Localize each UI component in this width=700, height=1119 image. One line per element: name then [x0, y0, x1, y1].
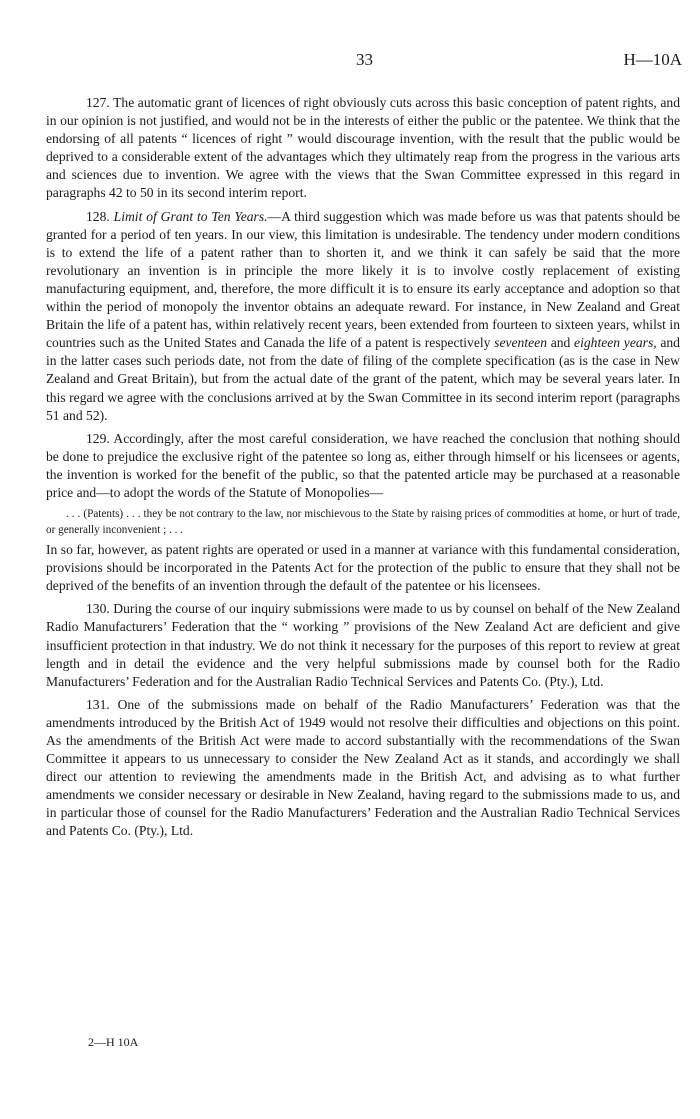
paragraph-128-em-b: eighteen years,	[574, 335, 657, 351]
signature-mark: 2—H 10A	[88, 1035, 139, 1049]
paragraph-128	[46, 208, 680, 425]
paragraph-127: 127. The automatic grant of licences of right obviously cuts across this basic conception of patent rights, and in our opinion is not justified, and would not be in the interests of either the public or the patentee. We think that the endorsing of all patents “ licences of right ” would discourage invention, with the result that the public would be deprived to a considerable extent of the advantages which they ultimately reap from the progress in the various arts and sciences due to invention. We agree with the views that the Swan Committee expressed in this regard in paragraphs 42 to 50 in its second interim report.	[46, 95, 680, 201]
paragraph-128-number: 128.	[86, 208, 114, 224]
statute-quotation: . . . (Patents) . . . they be not contrary to the law, nor mischievous to the State by raising prices of commodities at home, or hurt of trade, or generally inconvenient ; . . .	[46, 508, 680, 536]
paragraph-128-em-a: seventeen	[494, 335, 547, 351]
paragraph-128-text-c: and in the latter cases such periods date, not from the date of filing of the complete specification (as is the case in New Zealand and Great Britain), but from the actual date of the grant of the patent, which may be several years later. In this regard we agree with the conclusions arrived at by the Swan Committee in its second interim report (paragraphs 51 and 52).	[46, 335, 680, 423]
paragraph-129-continued: In so far, however, as patent rights are operated or used in a manner at variance with this fundamental consideration, provisions should be incorporated in the Patents Act for the protection of the public to ensure that they shall not be deprived of the benefits of an invention through the default of the patentee or his licensees.	[46, 542, 680, 594]
document-reference: H—10A	[623, 50, 682, 69]
paragraph-128-text-a: —A third suggestion which was made before us was that patents should be granted for a period of ten years. In our view, this limitation is undesirable. The tendency under modern conditions is to extend the life of a patent rather than to shorten it, and we think it can safely be said that the more revolutionary an invention is in principle the more likely it is to involve costly replacement of existing manufacturing equipment, and, therefore, the more difficult it is to ensure its early acceptance and adoption so that within the period of monopoly the inventor obtains an adequate reward. For instance, in New Zealand and Great Britain the life of a patent has, within relatively recent years, been extended from fourteen to sixteen years, whilst in countries such as the United States and Canada the life of a patent is respectively	[46, 208, 681, 351]
page-header	[0, 50, 700, 72]
paragraph-131: 131. One of the submissions made on behalf of the Radio Manufacturers’ Federation was that the amendments introduced by the British Act of 1949 would not resolve their difficulties and objections on this point. As the amendments of the British Act were made to accord substantially with the recommendations of the Swan Committee it appears to us unnecessary to consider the New Zealand Act as it stands, and accordingly we shall direct our attention to reviewing the amendments made in the British Act, and advising as to what further amendments we consider necessary or desirable in New Zealand, having regard to the submissions made to us, and in particular those of counsel for the Radio Manufacturers’ Federation and the Australian Radio Technical Services and Patents Co. (Pty.), Ltd.	[46, 696, 680, 839]
paragraph-128-heading: Limit of Grant to Ten Years.	[113, 208, 268, 224]
paragraph-129: 129. Accordingly, after the most careful consideration, we have reached the conclusion that nothing should be done to prejudice the exclusive right of the patentee so long as, either through himself or his licensees or agents, the invention is worked for the benefit of the public, so that the patented article may be purchased at a reasonable price and—to adopt the words of the Statute of Monopolies—	[46, 430, 680, 500]
paragraph-130: 130. During the course of our inquiry submissions were made to us by counsel on behalf of the New Zealand Radio Manufacturers’ Federation that the “ working ” provisions of the New Zealand Act are deficient and give insufficient protection in that industry. We do not think it necessary for the purposes of this report to review at great length and in detail the evidence and the very helpful submissions made by counsel both for the Radio Manufacturers’ Federation and for the Australian Radio Technical Services and Patents Co. (Pty.), Ltd.	[46, 601, 680, 689]
page-number: 33	[356, 50, 373, 69]
document-body	[46, 94, 680, 846]
paragraph-128-text-b: and	[547, 335, 575, 351]
